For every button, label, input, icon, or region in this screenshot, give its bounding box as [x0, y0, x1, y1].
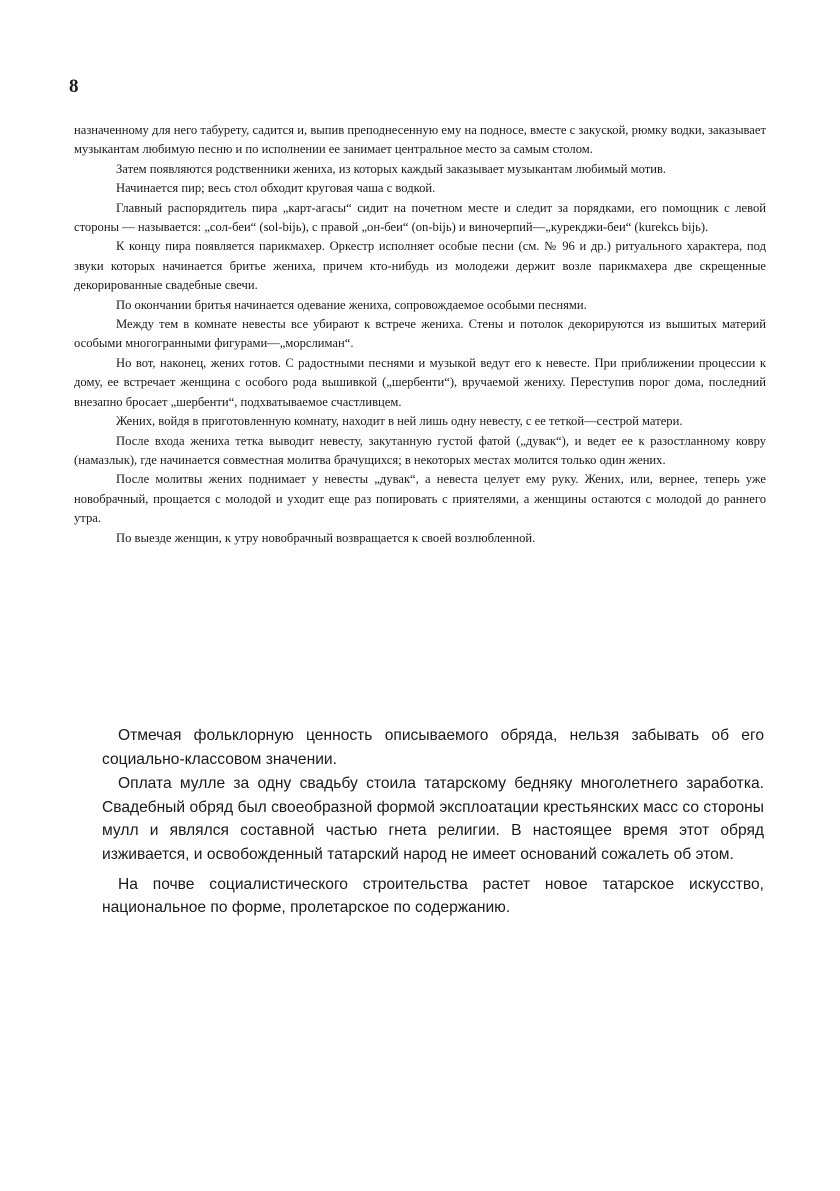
- paragraph: Оплата мулле за одну свадьбу стоила татарскому бедняку многолетнего заработка. Свадебный обряд был своеобразной формой эксплоатации крестьянских масс со стороны мулл и являлся составной частью гнета религии. В настоящее время этот обряд изживается, и освобожденный татарский народ не имеет оснований сожалеть об этом.: [102, 775, 764, 863]
- paragraph: Главный распорядитель пира „карт-агасы“ сидит на почетном месте и следит за порядками, его помощник с левой стороны — называется: „сол-беи“ (sol-bijь), с правой „он-беи“ (on-bijь) и виночерпий—„курекджи-беи“ (kurekсь bijь).: [74, 200, 766, 235]
- paragraph: По выезде женщин, к утру новобрачный возвращается к своей возлюбленной.: [116, 530, 536, 545]
- paragraph: После входа жениха тетка выводит невесту, закутанную густой фатой („дувак“), и ведет ее к разостланному ковру (намазлык), где начинается совместная молитва брачущихся; в некоторых местах молится только один жених.: [74, 433, 766, 467]
- paragraph: Жених, войдя в приготовленную комнату, находит в ней лишь одну невесту, с ее теткой—сестрой матери.: [116, 414, 683, 429]
- page-number: 8: [69, 76, 79, 97]
- paragraph: Отмечая фольклорную ценность описываемого обряда, нельзя забывать об его социально-классовом значении.: [102, 727, 764, 768]
- conclusion-text-block: [102, 724, 764, 920]
- paragraph: На почве социалистического строительства растет новое татарское искусство, национальное по форме, пролетарское по содержанию.: [102, 875, 764, 917]
- paragraph: Между тем в комнате невесты все убирают к встрече жениха. Стены и потолок декорируются из вышитых материй особыми многогранными фигурами—„морслиман“.: [74, 317, 766, 351]
- paragraph: назначенному для него табурету, садится и, выпив преподнесенную ему на подносе, вместе с закуской, рюмку водки, заказывает музыкантам любимую песню и по исполнении ее занимает центральное место за самым столом.: [74, 123, 766, 157]
- upper-text-block: [74, 121, 766, 548]
- paragraph: По окончании бритья начинается одевание жениха, сопровождаемое особыми песнями.: [116, 297, 587, 312]
- paragraph: После молитвы жених поднимает у невесты „дувак“, а невеста целует ему руку. Жених, или, вернее, теперь уже новобрачный, прощается с молодой и уходит еще раз попировать с приятелями, а женщины остаются с молодой до раннего утра.: [74, 472, 766, 526]
- paragraph: Начинается пир; весь стол обходит круговая чаша с водкой.: [116, 181, 436, 196]
- paragraph: К концу пира появляется парикмахер. Оркестр исполняет особые песни (см. № 96 и др.) ритуального характера, под звуки которых начинается бритье жениха, причем кто-нибудь из молодежи держит возле парикмахера две скрещенные декорированные свадебные свечи.: [74, 239, 766, 293]
- paragraph: Затем появляются родственники жениха, из которых каждый заказывает музыкантам любимый мотив.: [116, 161, 667, 176]
- paragraph: Но вот, наконец, жених готов. С радостными песнями и музыкой ведут его к невесте. При приближении процессии к дому, ее встречает женщина с особого рода вышивкой („шербенти“), вручаемой жениху. Переступив порог дома, последний внезапно бросает „шербенти“, подхватываемое счастливцем.: [74, 355, 766, 409]
